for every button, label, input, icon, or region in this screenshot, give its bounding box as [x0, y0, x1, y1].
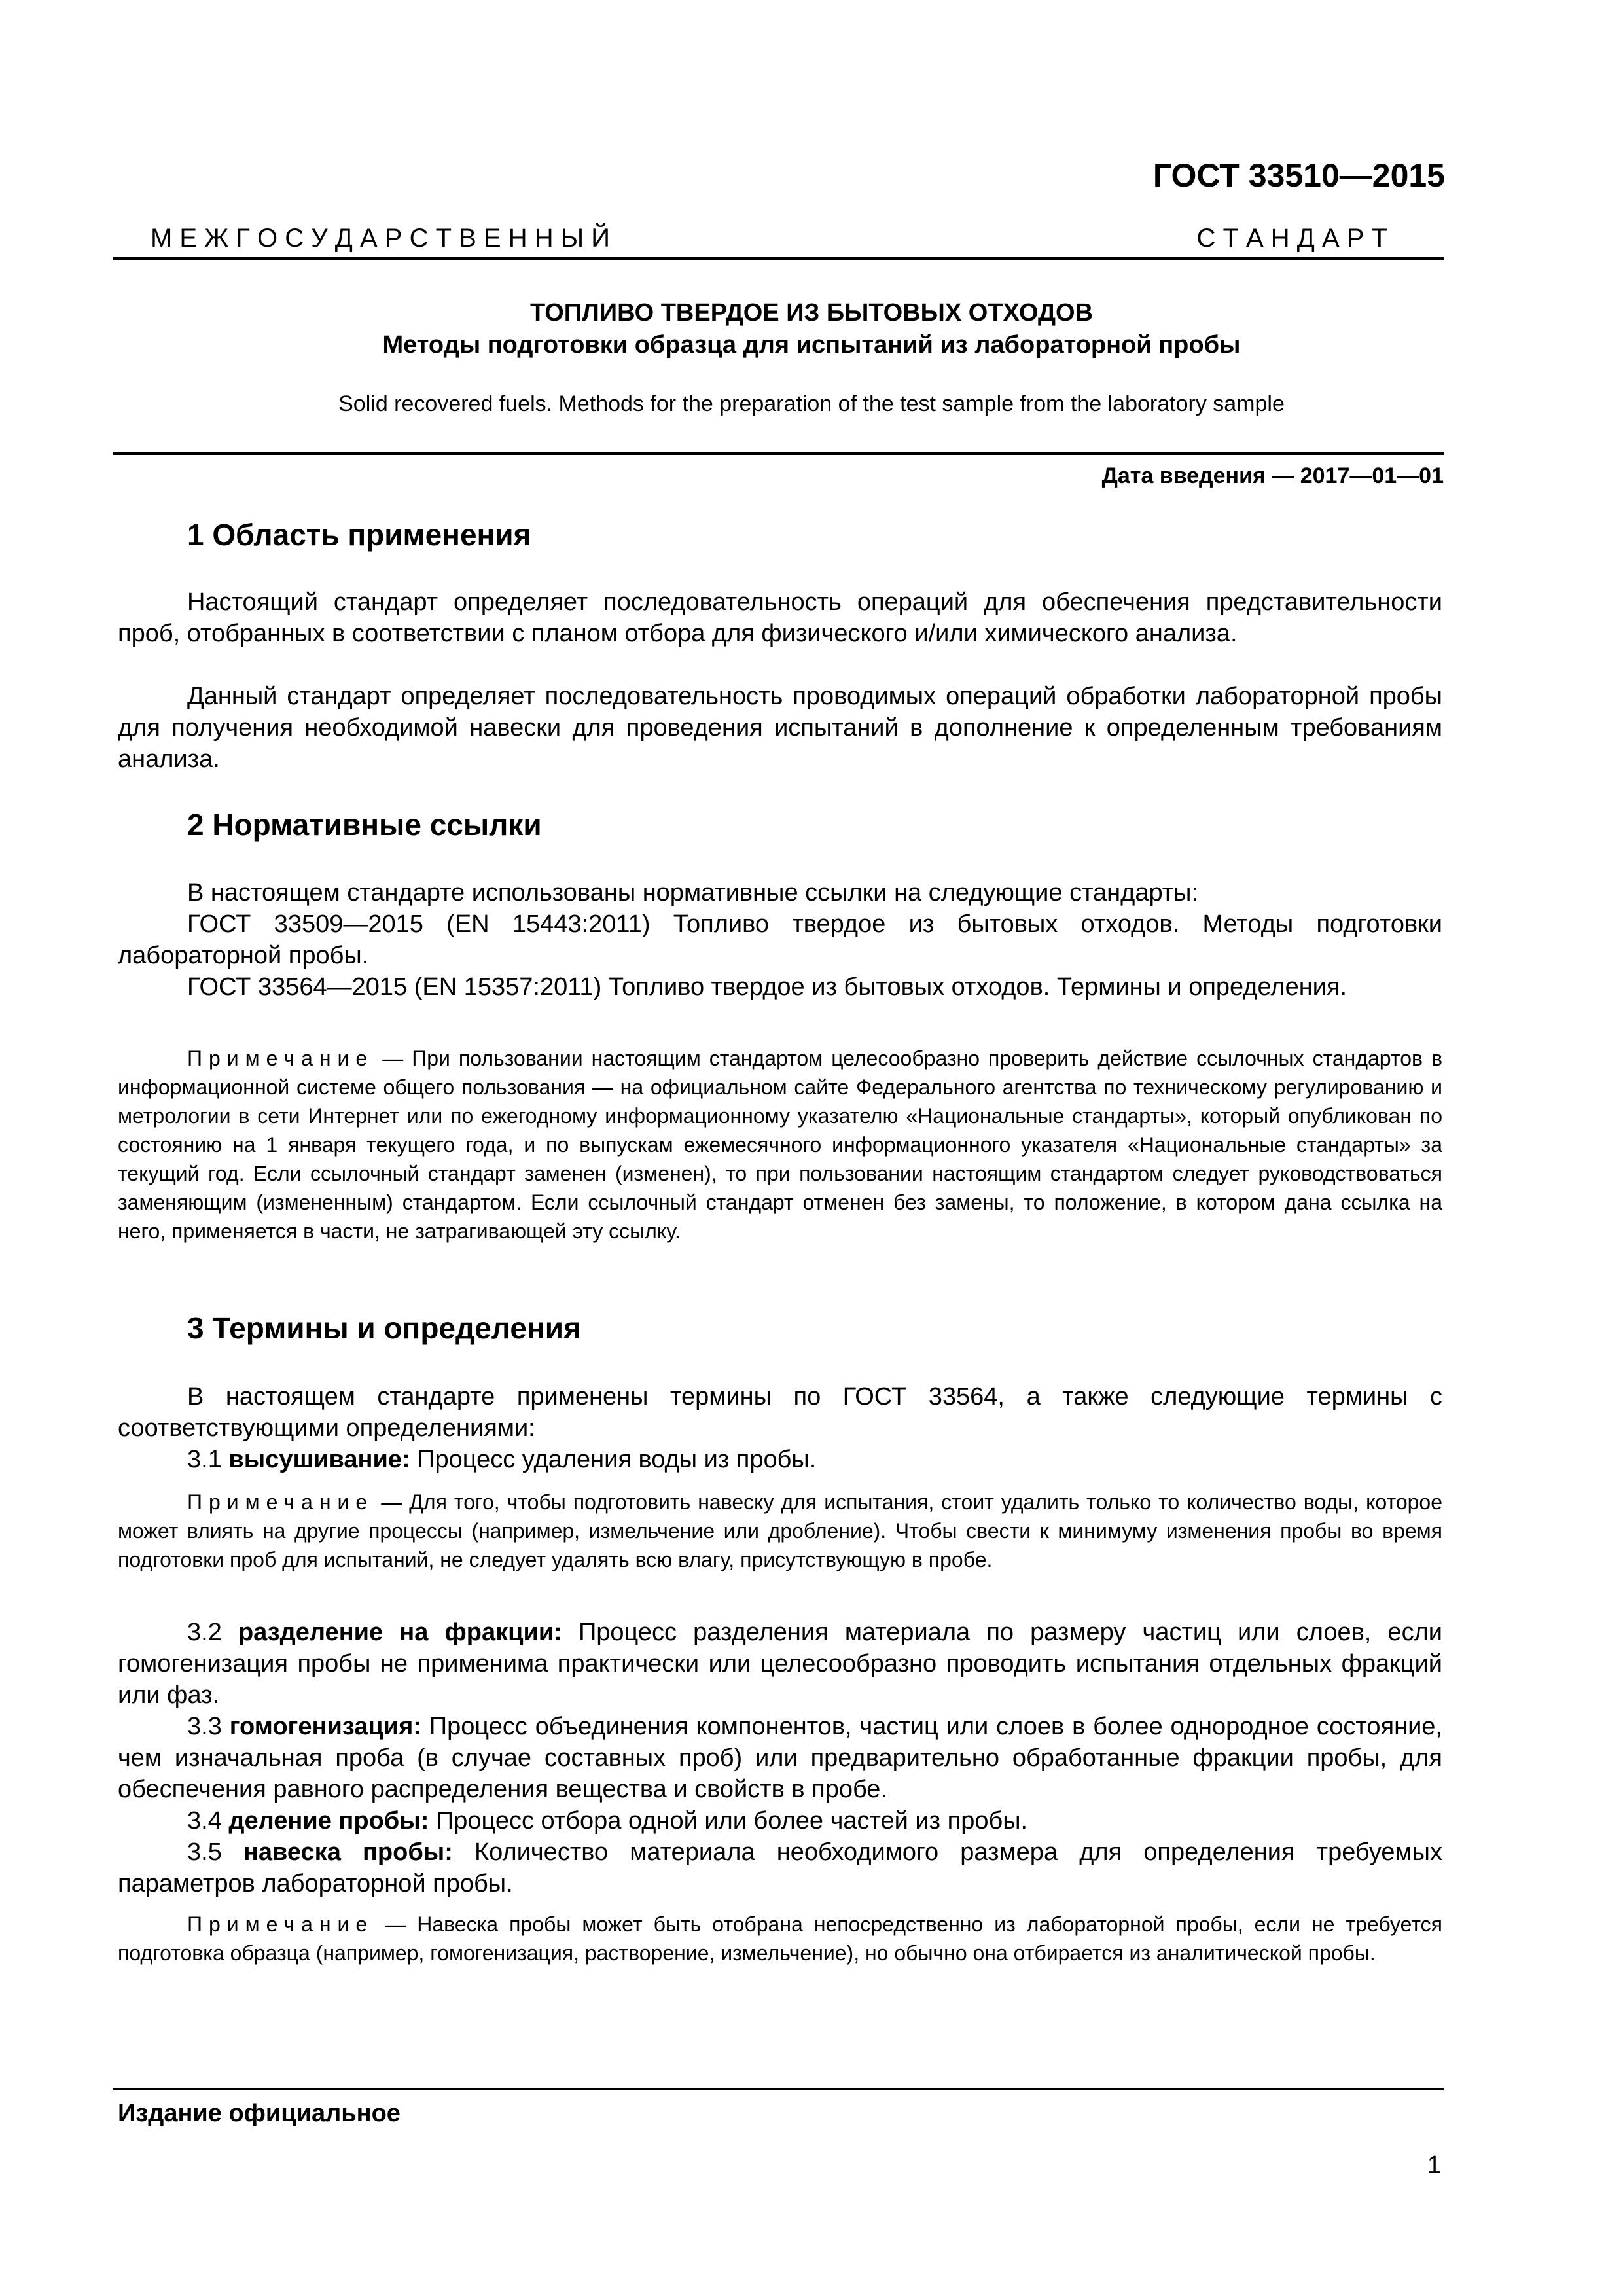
term-3-1: 3.1 высушивание: Процесс удаления воды из пробы. — [187, 1446, 817, 1473]
section-2-note: Примечание — При пользовании настоящим стандартом целесообразно проверить действие ссылочных стандартов в информационной системе общего пользования — на официальном сайте Федерального агентства по техническому регулированию и метрологии в сети Интернет или по ежегодному информационному указателю «Национальные стандарты», который опубликован по состоянию на 1 января текущего года, и по выпускам ежемесячного информационного указателя «Национальные стандарты» за текущий год. Если ссылочный стандарт заменен (изменен), то при пользовании настоящим стандартом следует руководствоваться заменяющим (измененным) стандартом. Если ссылочный стандарт отменен без замены, то положение, в котором дана ссылка на него, применяется в части, не затрагивающей эту ссылку. — [118, 1047, 1442, 1243]
section-2-heading: 2 Нормативные ссылки — [187, 808, 542, 842]
section-3-intro: В настоящем стандарте применены термины по ГОСТ 33564, а также следующие термины с соответствующими определениями: — [118, 1383, 1442, 1442]
term-3-3: 3.3 гомогенизация: Процесс объединения компонентов, частиц или слоев в более однородное состояние, чем изначальная проба (в случае составных проб) или предварительно обработанные фракции пробы, для обеспечения равного распределения вещества и свойств в пробе. — [118, 1713, 1442, 1803]
date-of-introduction: Дата введения — 2017—01—01 — [1101, 463, 1444, 488]
term-3-5-note: Примечание — Навеска пробы может быть отобрана непосредственно из лабораторной пробы, если не требуется подготовка образца (например, гомогенизация, растворение, измельчение), но обычно она отбирается из аналитической пробы. — [118, 1912, 1442, 1965]
interstate-word: М Е Ж Г О С У Д А Р С Т В Е Н Н Ы Й — [151, 224, 610, 253]
term-3-1-note: Примечание — Для того, чтобы подготовить навеску для испытания, стоит удалить только то количество воды, которое может влиять на другие процессы (например, измельчение или дробление). Чтобы свести к минимуму изменения пробы во время подготовки проб для испытаний, не следует удалять всю влагу, присутствующую в пробе. — [118, 1490, 1442, 1571]
footer-rule — [113, 2088, 1444, 2090]
gost-code: ГОСТ 33510—2015 — [1152, 157, 1445, 194]
section-2-reference: ГОСТ 33564—2015 (EN 15357:2011) Топливо твердое из бытовых отходов. Термины и определения. — [187, 973, 1347, 1001]
term-3-4: 3.4 деление пробы: Процесс отбора одной или более частей из пробы. — [187, 1807, 1028, 1835]
document-title-english: Solid recovered fuels. Methods for the preparation of the test sample from the laboratory sample — [338, 391, 1285, 416]
section-3-heading: 3 Термины и определения — [187, 1311, 581, 1345]
term-3-5: 3.5 навеска пробы: Количество материала необходимого размера для определения требуемых параметров лабораторной пробы. — [118, 1839, 1442, 1897]
term-3-2: 3.2 разделение на фракции: Процесс разделения материала по размеру частиц или слоев, если гомогенизация пробы не применима практически или целесообразно проводить испытания отдельных фракций или фаз. — [118, 1619, 1443, 1709]
document-subtitle: Методы подготовки образца для испытаний из лабораторной пробы — [382, 331, 1241, 359]
section-2-reference: ГОСТ 33509—2015 (EN 15443:2011) Топливо твердое из бытовых отходов. Методы подготовки лабораторной пробы. — [118, 910, 1442, 969]
section-1-paragraph: Данный стандарт определяет последовательность проводимых операций обработки лабораторной пробы для получения необходимой навески для проведения испытаний в дополнение к определенным требованиям анализа. — [118, 683, 1442, 773]
official-edition-label: Издание официальное — [118, 2100, 401, 2127]
standard-word: С Т А Н Д А Р Т — [1196, 224, 1387, 253]
section-1-paragraph: Настоящий стандарт определяет последовательность операций для обеспечения представительности проб, отобранных в соответствии с планом отбора для физического и/или химического анализа. — [118, 588, 1442, 647]
header-rule — [113, 257, 1444, 260]
document-title: ТОПЛИВО ТВЕРДОЕ ИЗ БЫТОВЫХ ОТХОДОВ — [529, 299, 1094, 327]
interstate-standard-label — [151, 223, 1387, 254]
section-1-heading: 1 Область применения — [187, 518, 531, 552]
section-2-paragraph: В настоящем стандарте использованы нормативные ссылки на следующие стандарты: — [187, 879, 1199, 906]
page-number: 1 — [1427, 2151, 1441, 2179]
title-rule — [113, 452, 1444, 455]
